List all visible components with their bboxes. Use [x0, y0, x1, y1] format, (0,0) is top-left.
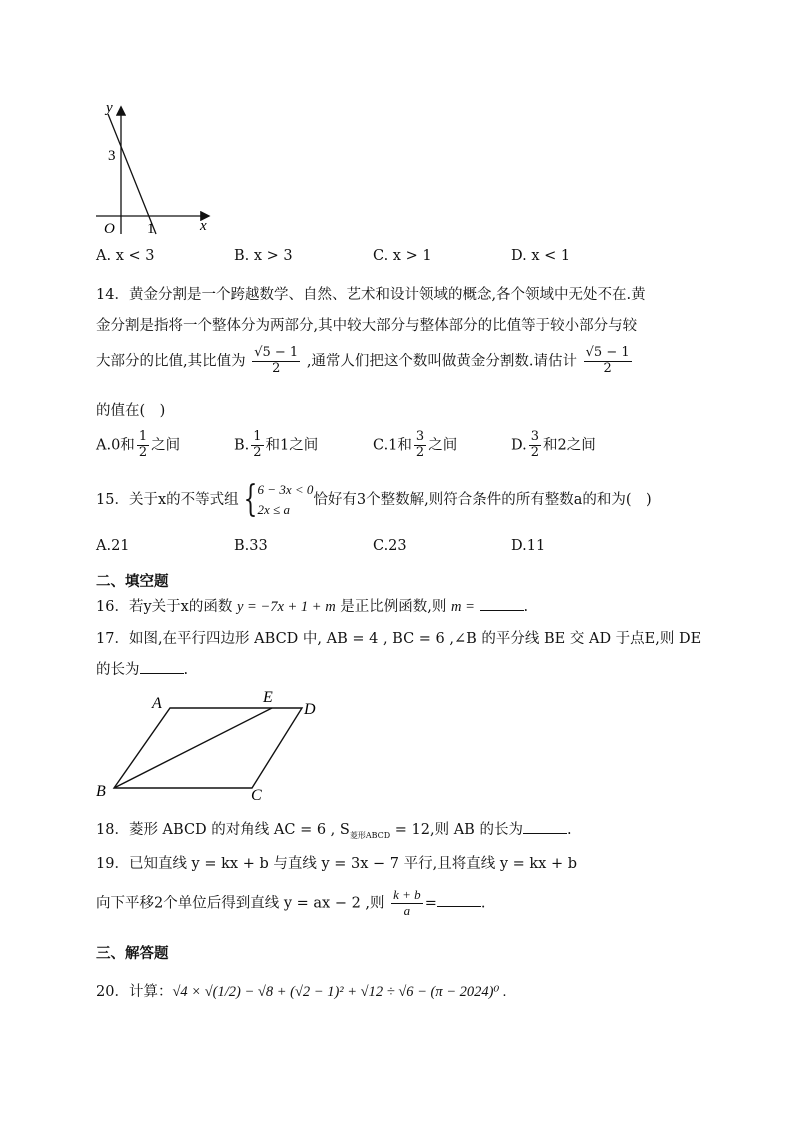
q15-option-b[interactable]: B.33: [234, 538, 268, 554]
q18-pre: 18．菱形 ABCD 的对角线 AC = 6 , S: [96, 822, 350, 838]
fraction-denominator: 2: [603, 360, 612, 376]
fraction-denominator: 2: [253, 444, 262, 460]
half-fraction: [251, 430, 263, 461]
q16-mid: 是正比例函数,则: [340, 599, 447, 615]
q20-line: [96, 980, 507, 1001]
q19-line2-pre: 向下平移2个单位后得到直线 y = ax − 2 ,则: [96, 895, 385, 912]
q19-line2: [96, 888, 485, 919]
vertex-d-label: D: [304, 701, 316, 718]
q14-option-c[interactable]: [373, 430, 457, 461]
fraction-denominator: 2: [272, 360, 281, 376]
q14-option-b[interactable]: [234, 430, 318, 461]
three-half-fraction: [414, 430, 426, 461]
fraction-numerator: k + b: [393, 887, 421, 902]
q16-end: .: [523, 599, 529, 615]
q18-line: [96, 818, 572, 841]
q15-option-d[interactable]: D.11: [511, 538, 546, 554]
q15-post: 恰好有3个整数解,则符合条件的所有整数a的和为( ): [313, 492, 652, 508]
inequality-system: [258, 480, 314, 520]
fraction-numerator: 3: [530, 429, 539, 444]
q14-line3: [96, 346, 634, 377]
option-suffix: 和2之间: [543, 437, 596, 454]
q18-end: .: [566, 822, 572, 838]
q17-line1: 17．如图,在平行四边形 ABCD 中, AB = 4 , BC = 6 ,∠B 的平分线 BE 交 AD 于点E,则 DE: [96, 631, 702, 647]
q16-answer-blank[interactable]: [480, 598, 524, 611]
q15-option-c[interactable]: C.23: [373, 538, 407, 554]
q17-line2-pre: 的长为: [96, 662, 140, 678]
x-intercept-label: 1: [147, 221, 155, 237]
q18-subscript: 菱形ABCD: [349, 830, 391, 840]
fraction-denominator: 2: [415, 444, 425, 460]
q14-golden-fraction-1: [252, 346, 300, 377]
vertex-b-label: B: [96, 783, 106, 800]
q19-fraction: [391, 888, 423, 919]
q19-line1: 19．已知直线 y = kx + b 与直线 y = 3x − 7 平行,且将直线 y = kx + b: [96, 856, 578, 872]
fraction-numerator: √5 − 1: [585, 345, 630, 360]
fraction-numerator: 1: [253, 429, 262, 444]
fraction-denominator: 2: [138, 444, 148, 460]
q13-option-c[interactable]: C. x > 1: [373, 248, 432, 264]
option-suffix: 之间: [151, 437, 181, 454]
q15-pre: 15．关于x的不等式组: [96, 492, 239, 508]
q16-variable: m =: [451, 599, 475, 615]
section-title-fill-in: 二、填空题: [96, 574, 169, 590]
q15-option-a[interactable]: A.21: [96, 538, 130, 554]
option-suffix: 和1之间: [265, 437, 319, 454]
vertex-a-label: A: [152, 695, 162, 712]
q13-option-b[interactable]: B. x > 3: [234, 248, 293, 264]
inequality-1: 6 − 3x < 0: [257, 482, 314, 497]
q14-line3-mid: ,通常人们把这个数叫做黄金分割数.请估计: [306, 353, 578, 370]
q13-option-d[interactable]: D. x < 1: [511, 248, 571, 264]
q14-option-d[interactable]: [511, 430, 596, 461]
three-half-fraction: [529, 430, 541, 461]
vertex-c-label: C: [251, 787, 262, 804]
q18-answer-blank[interactable]: [523, 821, 567, 834]
option-prefix: B.: [234, 437, 250, 454]
fraction-numerator: √5 − 1: [254, 345, 299, 360]
fraction-numerator: 1: [138, 429, 148, 444]
brace-icon: {: [243, 479, 257, 520]
fraction-numerator: 3: [415, 429, 425, 444]
q17-answer-blank[interactable]: [140, 661, 184, 674]
y-axis-label: y: [106, 100, 113, 116]
q20-expression: √4 × √(1/2) − √8 + (√2 − 1)² + √12 ÷ √6 − (π − 2024)⁰ .: [172, 984, 507, 1000]
option-prefix: C.1和: [373, 437, 412, 454]
q19-answer-blank[interactable]: [437, 894, 481, 907]
q17-end: .: [183, 662, 189, 678]
q13-option-a[interactable]: A. x < 3: [96, 248, 155, 264]
y-intercept-label: 3: [108, 148, 116, 164]
option-prefix: D.: [511, 437, 527, 454]
q14-option-a[interactable]: [96, 430, 180, 461]
q14-line4: 的值在( ): [96, 403, 166, 419]
origin-label: O: [104, 221, 115, 237]
q14-golden-fraction-2: [584, 346, 632, 377]
q19-equals: =: [424, 895, 437, 912]
q14-line3-pre: 大部分的比值,其比值为: [96, 353, 246, 370]
vertex-e-label: E: [263, 689, 273, 706]
q17-line2: [96, 658, 188, 679]
q20-pre: 20．计算：: [96, 984, 173, 1000]
half-fraction: [137, 430, 149, 461]
fraction-denominator: a: [403, 902, 411, 918]
bisector-be: [114, 708, 272, 788]
q13-graph: [96, 96, 226, 238]
option-prefix: A.0和: [96, 437, 135, 454]
fraction-denominator: 2: [530, 444, 539, 460]
parallelogram: [114, 708, 302, 788]
inequality-2: 2x ≤ a: [257, 502, 290, 517]
q16-line: [96, 595, 528, 616]
q19-end: .: [480, 895, 486, 912]
q14-line1: 14．黄金分割是一个跨越数学、自然、艺术和设计领域的概念,各个领域中无处不在.黄: [96, 287, 646, 303]
q15-line: [96, 480, 652, 520]
option-suffix: 之间: [428, 437, 458, 454]
q17-parallelogram-figure: [90, 688, 330, 806]
q14-line2: 金分割是指将一个整体分为两部分,其中较大部分与整体部分的比值等于较小部分与较: [96, 318, 638, 334]
x-axis-label: x: [200, 218, 207, 234]
q18-post: = 12,则 AB 的长为: [390, 822, 523, 838]
q16-expression: y = −7x + 1 + m: [236, 599, 336, 615]
section-title-answer: 三、解答题: [96, 946, 169, 962]
q16-pre: 16．若y关于x的函数: [96, 599, 233, 615]
